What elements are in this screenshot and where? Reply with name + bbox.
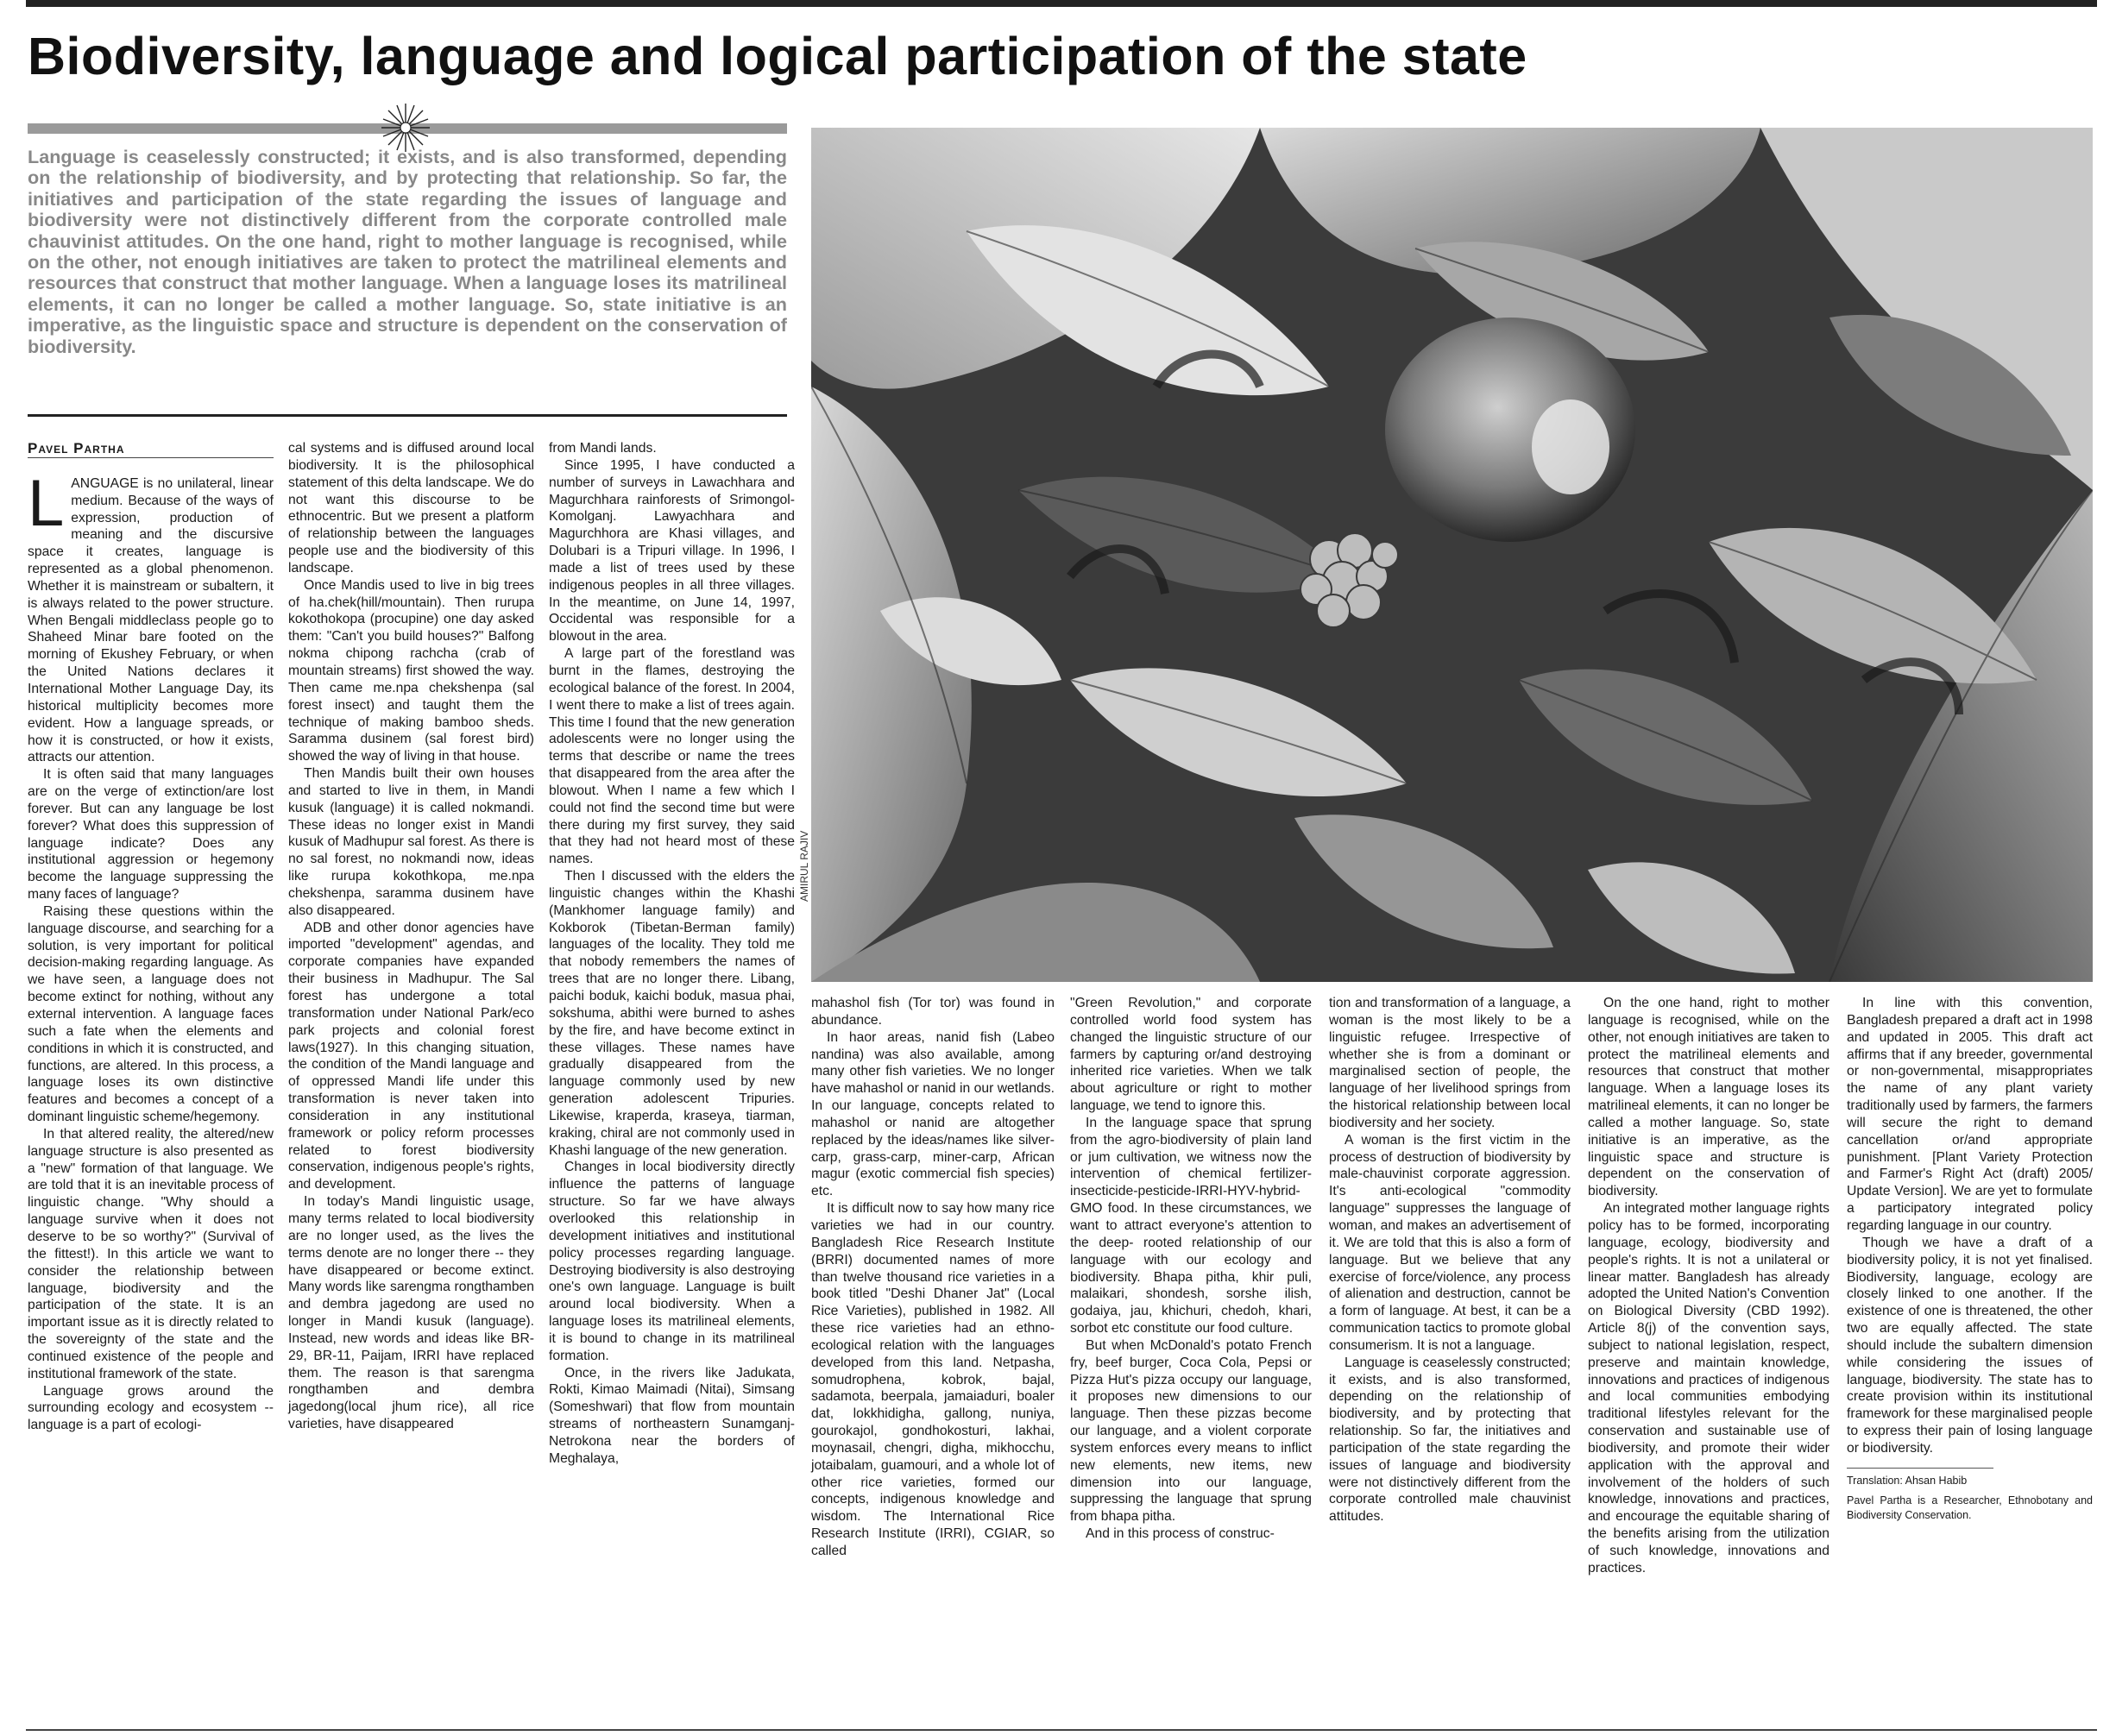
column-6	[1329, 995, 1571, 1525]
paragraph: Then I discussed with the elders the linguistic changes within the Khashi (Mankhomer language family) and Kokborok (Tibetan-Berman family) languages of the locality. They told me that nobody remembers the names of trees that are no longer there. Libang, paichi boduk, kaichi boduk, masua phai, sokshuma, abithi were burned to ashes by the fire, and have become extinct in these villages. These names have gradually disappeared from the language commonly used by new generation adolescent Tripuries. Likewise, kraperda, kraseya, tiarman, kraking, chiral are not commonly used in Khashi language of the new generation.	[549, 869, 795, 1158]
paragraph: A woman is the first victim in the process of destruction of biodiversity by male-chauvinist corporate aggression. It's anti-ecological "commodity language" suppresses the language of woman, and makes an advertisement of it. We are told that this is also a form of language. But we believe that any exercise of force/violence, any process of alienation and destruction, cannot be a form of language. At best, it can be a communication tactics to promote global consumerism. It is not a language.	[1329, 1132, 1571, 1353]
intro-paragraph: Language is ceaselessly constructed; it exists, and is also transformed, depending on the relationship of biodiversity, and by protecting that relationship. So far, the initiatives and participation of the state regarding the issues of language and biodiversity were not distinctively different from the corporate controlled male chauvinist attitudes. On the one hand, right to mother language is recognised, while on the other, not enough initiatives are taken to protect the matrilineal elements and resources that construct that mother language. When a language loses its matrilineal elements, it can no longer be called a mother language. So, state initiative is an imperative, as the linguistic space and structure is dependent on the conservation of biodiversity.	[28, 146, 787, 357]
paragraph: Language is ceaselessly constructed; it exists, and is also transformed, depending on the relationship of biodiversity, and by protecting that relationship. So far, the initiatives and participation of the state regarding the issues of language and biodiversity were not distinctively different from the corporate controlled male chauvinist attitudes.	[1329, 1355, 1571, 1525]
top-rule	[26, 0, 2097, 7]
author-note: Pavel Partha is a Researcher, Ethnobotany and Biodiversity Conservation.	[1847, 1494, 2093, 1521]
paragraph: Once Mandis used to live in big trees of ha.chek(hill/mountain). Then rurupa kokothokopa (procupine) one day asked them: "Can't you build houses?" Balfong nokma chipong rachcha (crab of mountain streams) first showed the way. Then came me.npa chekshenpa (sal forest insect) and taught them the technique of making bamboo sheds. Saramma dusinem (sal forest bird) showed the way of living in that house.	[288, 577, 534, 764]
paragraph: It is difficult now to say how many rice varieties we had in our country. Bangladesh Rice Research Institute (BRRI) documented names of more than twelve thousand rice varieties in a book titled "Deshi Dhaner Jat" (Local Rice Varieties), published in 1982. All these rice varieties had an ethno-ecological relation with the languages developed from this land. Netpasha, somudrophena, kobrok, bajal, sadamota, beerpala, jamaiaduri, boaler dat, lokkhidigha, gallong, nuniya, gourokajol, gondhokosturi, lakhai, moynasail, chengri, digha, mikhocchu, jotaibalam, guamouri, and a whole lot of other rice varieties, formed our concepts, indigenous knowledge and wisdom. The International Rice Research Institute (IRRI), CGIAR, so called	[811, 1201, 1055, 1558]
intro-rule	[28, 414, 787, 417]
paragraph: Then Mandis built their own houses and started to live in them, in Mandi kusuk (language) it is called nokmandi. These ideas no longer exist in Mandi kusuk of Madhupur sal forest. As there is no sal forest, no nokmandi now, ideas like rurupa kokothkopa, me.npa chekshenpa, saramma dusinem have also disappeared.	[288, 766, 534, 918]
byline-rule	[28, 457, 274, 458]
paragraph: A large part of the forestland was burnt in the flames, destroying the ecological balance of the forest. In 2004, I went there to make a list of trees again. This time I found that the new generation adolescents were no longer using the terms that describe or name the trees that disappeared from the area after the blowout. When I name a few which I could not find the second time but were there during my first survey, they said that they had not heard most of these names.	[549, 646, 795, 867]
paragraph: Language grows around the surrounding ecology and ecosystem -- language is a part of ecologi-	[28, 1383, 274, 1433]
paragraph: ADB and other donor agencies have imported "development" agendas, and corporate companies have expanded their business in Madhupur. The Sal forest has undergone a total transformation under National Park/eco park projects and colonial forest laws(1927). In this changing situation, the condition of the Mandi language and of oppressed Mandi life under this transformation is never taken into consideration in any institutional framework or policy reform processes related to forest biodiversity conservation, indigenous people's rights, and development.	[288, 920, 534, 1192]
paragraph: In haor areas, nanid fish (Labeo nandina) was also available, among many other fish varieties. We no longer have mahashol or nanid in our wetlands. In our language, concepts related to mahashol or nanid are altogether replaced by the ideas/names like silver-carp, grass-carp, miner-carp, African magur (exotic commercial fish species) etc.	[811, 1029, 1055, 1199]
paragraph: from Mandi lands.	[549, 441, 657, 456]
column-4	[811, 995, 1055, 1560]
paragraph: And in this process of construc-	[1086, 1526, 1275, 1542]
paragraph: It is often said that many languages are on the verge of extinction/are lost forever. But can any language be lost forever? What does this suppression of language indicate? Does any institutional aggression or hegemony become the language suppressing the many faces of language?	[28, 767, 274, 903]
column-5	[1070, 995, 1312, 1543]
paragraph: ANGUAGE is no unilateral, linear medium. Because of the ways of expression, production of meaning and the discursive space it creates, language is represented as a global phenomenon. Whether it is mainstream or subaltern, it is always related to the power structure. When Bengali middleclass people go to Shaheed Minar bare footed on the morning of Ekushey February, or when the United Nations declares it International Mother Language Day, its historical multiplicity becomes more evident. How a language spreads, or how it is constructed, or how it exists, attracts our attention.	[28, 475, 274, 765]
paragraph: Since 1995, I have conducted a number of surveys in Lawachhara and Magurchhara rainforests of Srimongol-Komolganj. Lawyachhara and Magurchhora are Khasi villages, and Dolubari is a Tripuri village. In 1996, I made a list of trees used by these indigenous peoples in all three villages. In the meantime, on June 14, 1997, Occidental was responsible for a blowout in the area.	[549, 457, 795, 645]
translation-credit: Translation: Ahsan Habib	[1847, 1474, 1968, 1487]
paragraph: Though we have a draft of a biodiversity policy, it is not yet finalised. Biodiversity, language, ecology are closely linked to one another. If the existence of one is threatened, the other two are equally affected. The state should include the subaltern dimension while considering the issues of language, biodiversity. The state has to create provision within its institutional framework for these marginalised people to express their pain of losing language or biodiversity.	[1847, 1235, 2093, 1456]
paragraph: In today's Mandi linguistic usage, many terms related to local biodiversity are no longer used, as the lives the terms denote are no longer there -- they have disappeared or become extinct. Many words like sarengma rongthamben and dembra jagedong are used no longer in Mandi kusuk (language). Instead, new words and ideas like BR-29, BR-11, Paijam, IRRI have replaced them. The reason is that sarengma rongthamben and dembra jagedong(local jhum rice), all rice varieties, have disappeared	[288, 1194, 534, 1432]
paragraph: "Green Revolution," and corporate controlled world food system has changed the linguistic structure of our farmers by capturing or/and destroying inherited rice varieties. When we talk about agriculture or right to mother language, we tend to ignore this.	[1070, 996, 1312, 1114]
paragraph: Changes in local biodiversity directly influence the patterns of language structure. So far we have always overlooked this relationship in development initiatives and institutional policy processes regarding language. Destroying biodiversity is also destroying one's own language. Language is built around local biodiversity. When a language loses its matrilineal elements, it is bound to change in its matrilineal formation.	[549, 1160, 795, 1363]
paragraph: On the one hand, right to mother language is recognised, while on the other, not enough initiatives are taken to protect the matrilineal elements and resources that construct that mother language. When a language loses its matrilineal elements, it can no longer be called a mother language. So, state initiative is an imperative, as the linguistic space and structure is dependent on the conservation of biodiversity.	[1588, 996, 1829, 1199]
column-8	[1847, 995, 2093, 1523]
photo-credit: AMIRUL RAJIV	[798, 830, 810, 902]
paragraph: Once, in the rivers like Jadukata, Rokti, Kimao Maimadi (Nitai), Simsang (Someshwari) that flow from mountain streams of northeastern Sunamganj-Netrokona near the borders of Meghalaya,	[549, 1365, 795, 1466]
byline: Pavel Partha	[28, 440, 125, 456]
column-3	[549, 440, 795, 1468]
paragraph: In that altered reality, the altered/new language structure is also presented as a "new" formation of that language. We are told that it is an inevitable process of linguistic change. "Why should a language survive when it does not deserve to be so worthy?" (Survival of the fittest!). In this article we want to consider the relationship between language, biodiversity and the participation of the state. It is an important issue as it is directly related to the sovereignty of the state and the continued existence of the people and institutional framework of the state.	[28, 1126, 274, 1381]
column-7	[1588, 995, 1829, 1577]
paragraph: In line with this convention, Bangladesh prepared a draft act in 1998 and updated in 2005. This draft act affirms that if any breeder, governmental or non-governmental, misappropriates the name of any plant variety traditionally used by farmers, the farmers will secure the right to demand cancellation or/and appropriate punishment. [Plant Variety Protection and Farmer's Right Act (draft) 2005/ Update Version]. We are yet to formulate a participatory integrated policy regarding language in our country.	[1847, 996, 2093, 1233]
paragraph: tion and transformation of a language, a woman is the most likely to be a linguistic refugee. Irrespective of whether she is from a dominant or marginalised section of people, the language of her livelihood springs from the historical relationship between local biodiversity and her society.	[1329, 996, 1571, 1130]
paragraph: An integrated mother language rights policy has to be formed, incorporating language, ecology, biodiversity and people's rights. It is not a unilateral or linear matter. Bangladesh has already adopted the United Nation's Convention on Biological Diversity (CBD 1992). Article 8(j) of the convention says, subject to national legislation, respect, preserve and maintain knowledge, innovations and practices of indigenous and local communities embodying traditional lifestyles relevant for the conservation and sustainable use of biodiversity, and promote their wider application with the approval and involvement of the holders of such knowledge, innovations and practices, and encourage the equitable sharing of the benefits arising from the utilization of such knowledge, innovations and practices.	[1588, 1201, 1829, 1576]
paragraph: But when McDonald's potato French fry, beef burger, Coca Cola, Pepsi or Pizza Hut's pizza occupy our language, it proposes new dimensions to our language. Then these pizzas become our language, and a violent corporate system enforces every means to inflict new elements, new items, new dimension into our language, suppressing the language that sprung from bhapa pitha.	[1070, 1337, 1312, 1525]
note-rule	[1847, 1468, 1993, 1469]
column-2	[288, 440, 534, 1433]
headline: Biodiversity, language and logical participation of the state	[28, 27, 1527, 85]
paragraph: cal systems and is diffused around local biodiversity. It is the philosophical statement of this delta landscape. We do not want this discourse to be ethnocentric. But we present a platform of relationship between the languages people use and the biodiversity of this landscape.	[288, 441, 534, 576]
paragraph: mahashol fish (Tor tor) was found in abundance.	[811, 996, 1055, 1028]
photo-illustration	[811, 128, 2093, 982]
paragraph: Raising these questions within the language discourse, and searching for a solution, is very important for political decision-making regarding language. As we have seen, a language does not become extinct for nothing, without any external intervention. A language faces such a fate when the elements and conditions in which it is constructed, and functions, are altered. In this process, a language loses its own distinctive features and becomes a concept of a dominant linguistic scheme/hegemony.	[28, 903, 274, 1125]
column-1	[28, 440, 274, 1434]
paragraph: In the language space that sprung from the agro-biodiversity of plain land or jum cultivation, we witness now the intervention of chemical fertilizer-insecticide-pesticide-IRRI-HYV-hybrid-GMO food. In these circumstances, we want to attract everyone's attention to the deep- rooted relationship of our language with our ecology and biodiversity. Bhapa pitha, khir puli, malaikari, shondesh, sorshe ilish, godaiya, jau, khichuri, chedoh, khari, sorbot etc constitute our food culture.	[1070, 1115, 1312, 1337]
leaf-litter-photo	[811, 128, 2093, 982]
bottom-rule	[26, 1729, 2097, 1731]
drop-cap: L	[28, 466, 65, 540]
